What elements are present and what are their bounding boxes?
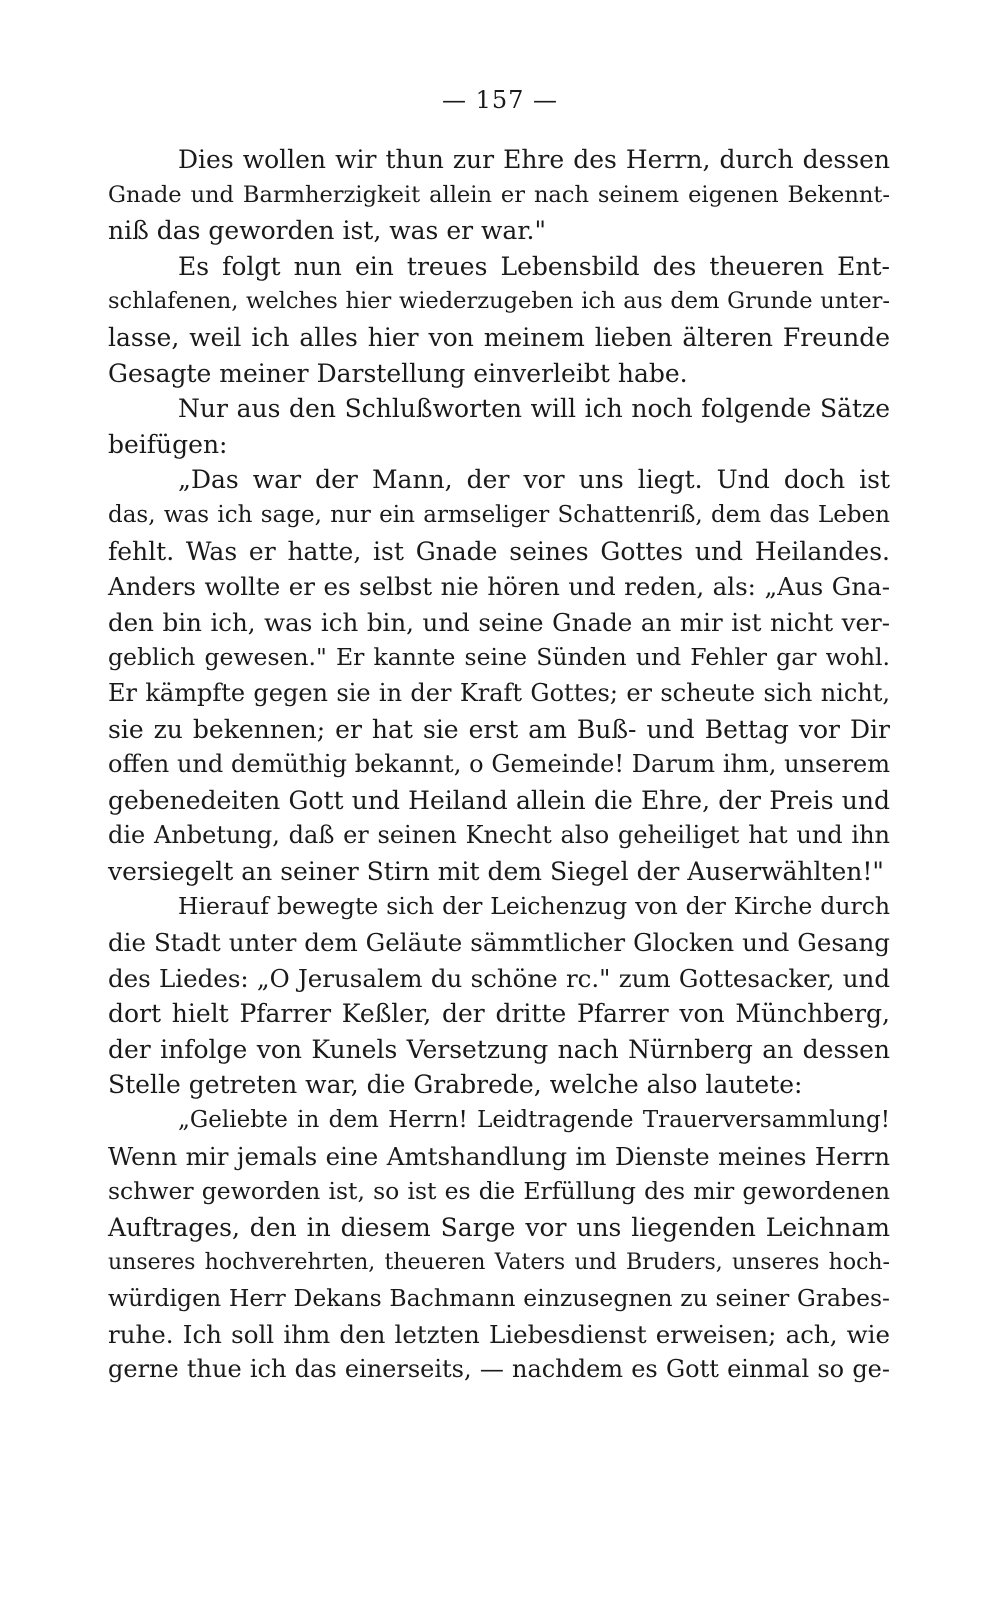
text-line: schlafenen, welches hier wiederzugeben ich aus dem Grunde unter- (108, 288, 890, 315)
text-line: Dies wollen wir thun zur Ehre des Herrn, durch dessen (178, 145, 890, 174)
text-line: Wenn mir jemals eine Amtshandlung im Dienste meines Herrn (108, 1141, 890, 1171)
text-line: lasse, weil ich alles hier von meinem lieben älteren Freunde (108, 322, 890, 352)
text-line: Stelle getreten war, die Grabrede, welche also lautete: (108, 1070, 803, 1100)
text-line: geblich gewesen." Er kannte seine Sünden und Fehler gar wohl. (108, 643, 890, 672)
text-line: Er kämpfte gegen sie in der Kraft Gottes; er scheute sich nicht, (108, 678, 890, 707)
body-text (108, 142, 890, 1388)
text-line: unseres hochverehrten, theueren Vaters und Bruders, unseres hoch- (108, 1250, 890, 1276)
text-line: dort hielt Pfarrer Keßler, der dritte Pfarrer von Münchberg, (108, 999, 890, 1029)
text-line: fehlt. Was er hatte, ist Gnade seines Gottes und Heilandes. (108, 536, 890, 566)
text-line: Anders wollte er es selbst nie hören und reden, als: „Aus Gna- (108, 572, 890, 602)
page-number: — 157 — (441, 86, 559, 114)
text-line: sie zu bekennen; er hat sie erst am Buß- und Bettag vor Dir (108, 714, 890, 744)
text-line: beifügen: (108, 429, 228, 459)
text-line: offen und demüthig bekannt, o Gemeinde! Darum ihm, unserem (108, 750, 890, 779)
text-line: schwer geworden ist, so ist es die Erfüllung des mir gewordenen (108, 1177, 890, 1206)
text-line: versiegelt an seiner Stirn mit dem Siegel der Auserwählten!" (108, 856, 884, 886)
text-line: Nur aus den Schlußworten will ich noch folgende Sätze (178, 394, 890, 424)
text-line: „Geliebte in dem Herrn! Leidtragende Trauerversammlung! (178, 1107, 890, 1134)
text-line: gerne thue ich das einerseits, — nachdem es Gott einmal so ge- (108, 1355, 890, 1384)
text-line: Hierauf bewegte sich der Leichenzug von der Kirche durch (178, 892, 890, 921)
text-line: „Das war der Mann, der vor uns liegt. Und doch ist (178, 465, 890, 495)
text-line: Auftrages, den in diesem Sarge vor uns liegenden Leichnam (108, 1212, 890, 1242)
text-line: der infolge von Kunels Versetzung nach Nürnberg an dessen (108, 1034, 890, 1064)
text-line: würdigen Herr Dekans Bachmann einzusegnen zu seiner Grabes- (108, 1284, 890, 1312)
text-line: die Stadt unter dem Geläute sämmtlicher Glocken und Gesang (108, 928, 890, 958)
text-line: ruhe. Ich soll ihm den letzten Liebesdienst erweisen; ach, wie (108, 1319, 890, 1349)
text-line: Gesagte meiner Darstellung einverleibt habe. (108, 358, 688, 388)
text-line: den bin ich, was ich bin, und seine Gnade an mir ist nicht ver- (108, 607, 890, 637)
text-line: das, was ich sage, nur ein armseliger Schattenriß, dem das Leben (108, 501, 890, 528)
text-line: Es folgt nun ein treues Lebensbild des theueren Ent- (178, 251, 890, 281)
text-line: Gnade und Barmherzigkeit allein er nach seinem eigenen Bekennt- (108, 181, 890, 208)
text-line: gebenedeiten Gott und Heiland allein die Ehre, der Preis und (108, 785, 890, 815)
text-line: niß das geworden ist, was er war." (108, 216, 546, 246)
text-line: die Anbetung, daß er seinen Knecht also geheiliget hat und ihn (108, 821, 890, 850)
text-line: des Liedes: „O Jerusalem du schöne rc." zum Gottesacker, und (108, 963, 890, 993)
